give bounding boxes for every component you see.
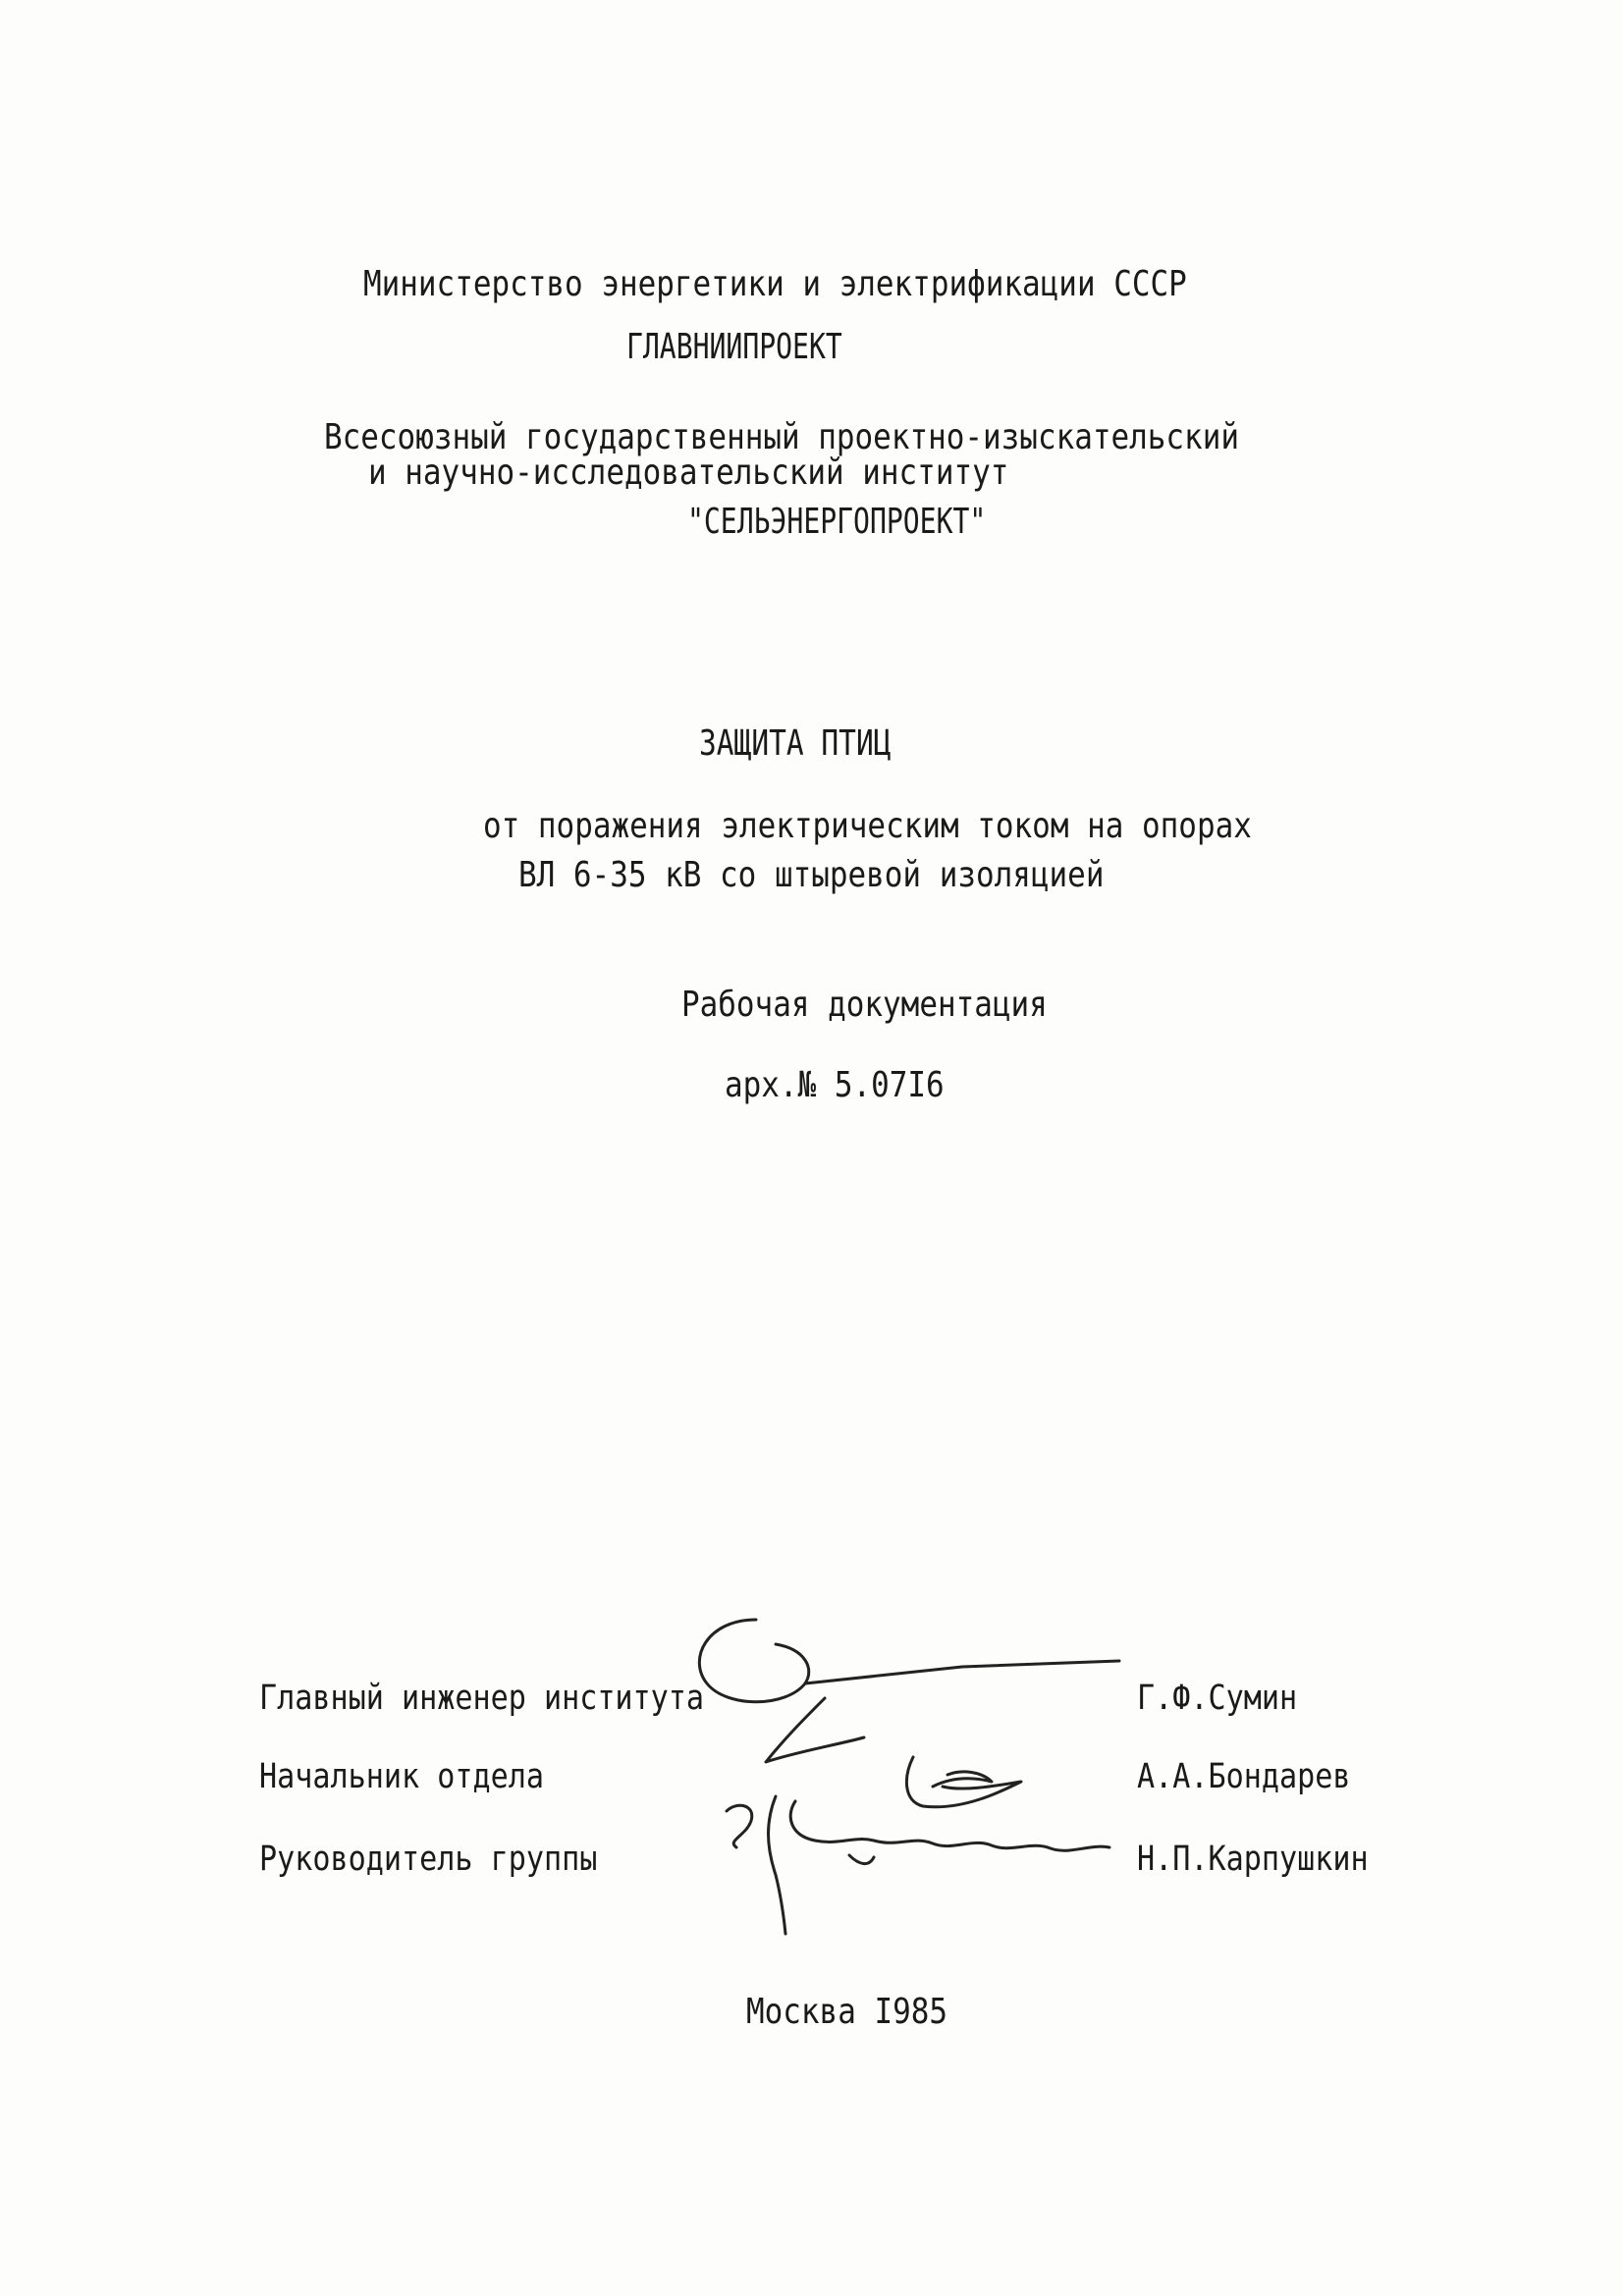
archive-number: арх.№ 5.07I6 xyxy=(725,1065,945,1105)
subtitle-line-1: от поражения электрическим током на опорах xyxy=(483,806,1252,846)
approval-name: Г.Ф.Сумин xyxy=(1137,1679,1298,1718)
approval-name: Н.П.Карпушкин xyxy=(1137,1840,1369,1879)
handwritten-signatures xyxy=(668,1590,1178,1963)
city-year: Москва I985 xyxy=(746,1992,948,2032)
document-title: ЗАЩИТА ПТИЦ xyxy=(699,723,892,764)
subtitle-line-2: ВЛ 6-35 кВ со штыревой изоляцией xyxy=(518,855,1105,895)
institute-name: "СЕЛЬЭНЕРГОПРОЕКТ" xyxy=(687,502,987,542)
approval-position: Начальник отдела xyxy=(259,1757,544,1796)
institute-line-2: и научно-исследовательский институт xyxy=(368,453,1009,493)
department-line: ГЛАВНИИПРОЕКТ xyxy=(626,327,842,367)
institute-line-1: Всесоюзный государственный проектно-изыскательский xyxy=(324,417,1239,457)
ministry-line: Министерство энергетики и электрификации СССР xyxy=(363,264,1187,304)
approval-position: Руководитель группы xyxy=(259,1840,598,1879)
approval-name: А.А.Бондарев xyxy=(1137,1757,1351,1796)
approval-position: Главный инженер института xyxy=(259,1679,705,1718)
document-type: Рабочая документация xyxy=(681,985,1048,1025)
